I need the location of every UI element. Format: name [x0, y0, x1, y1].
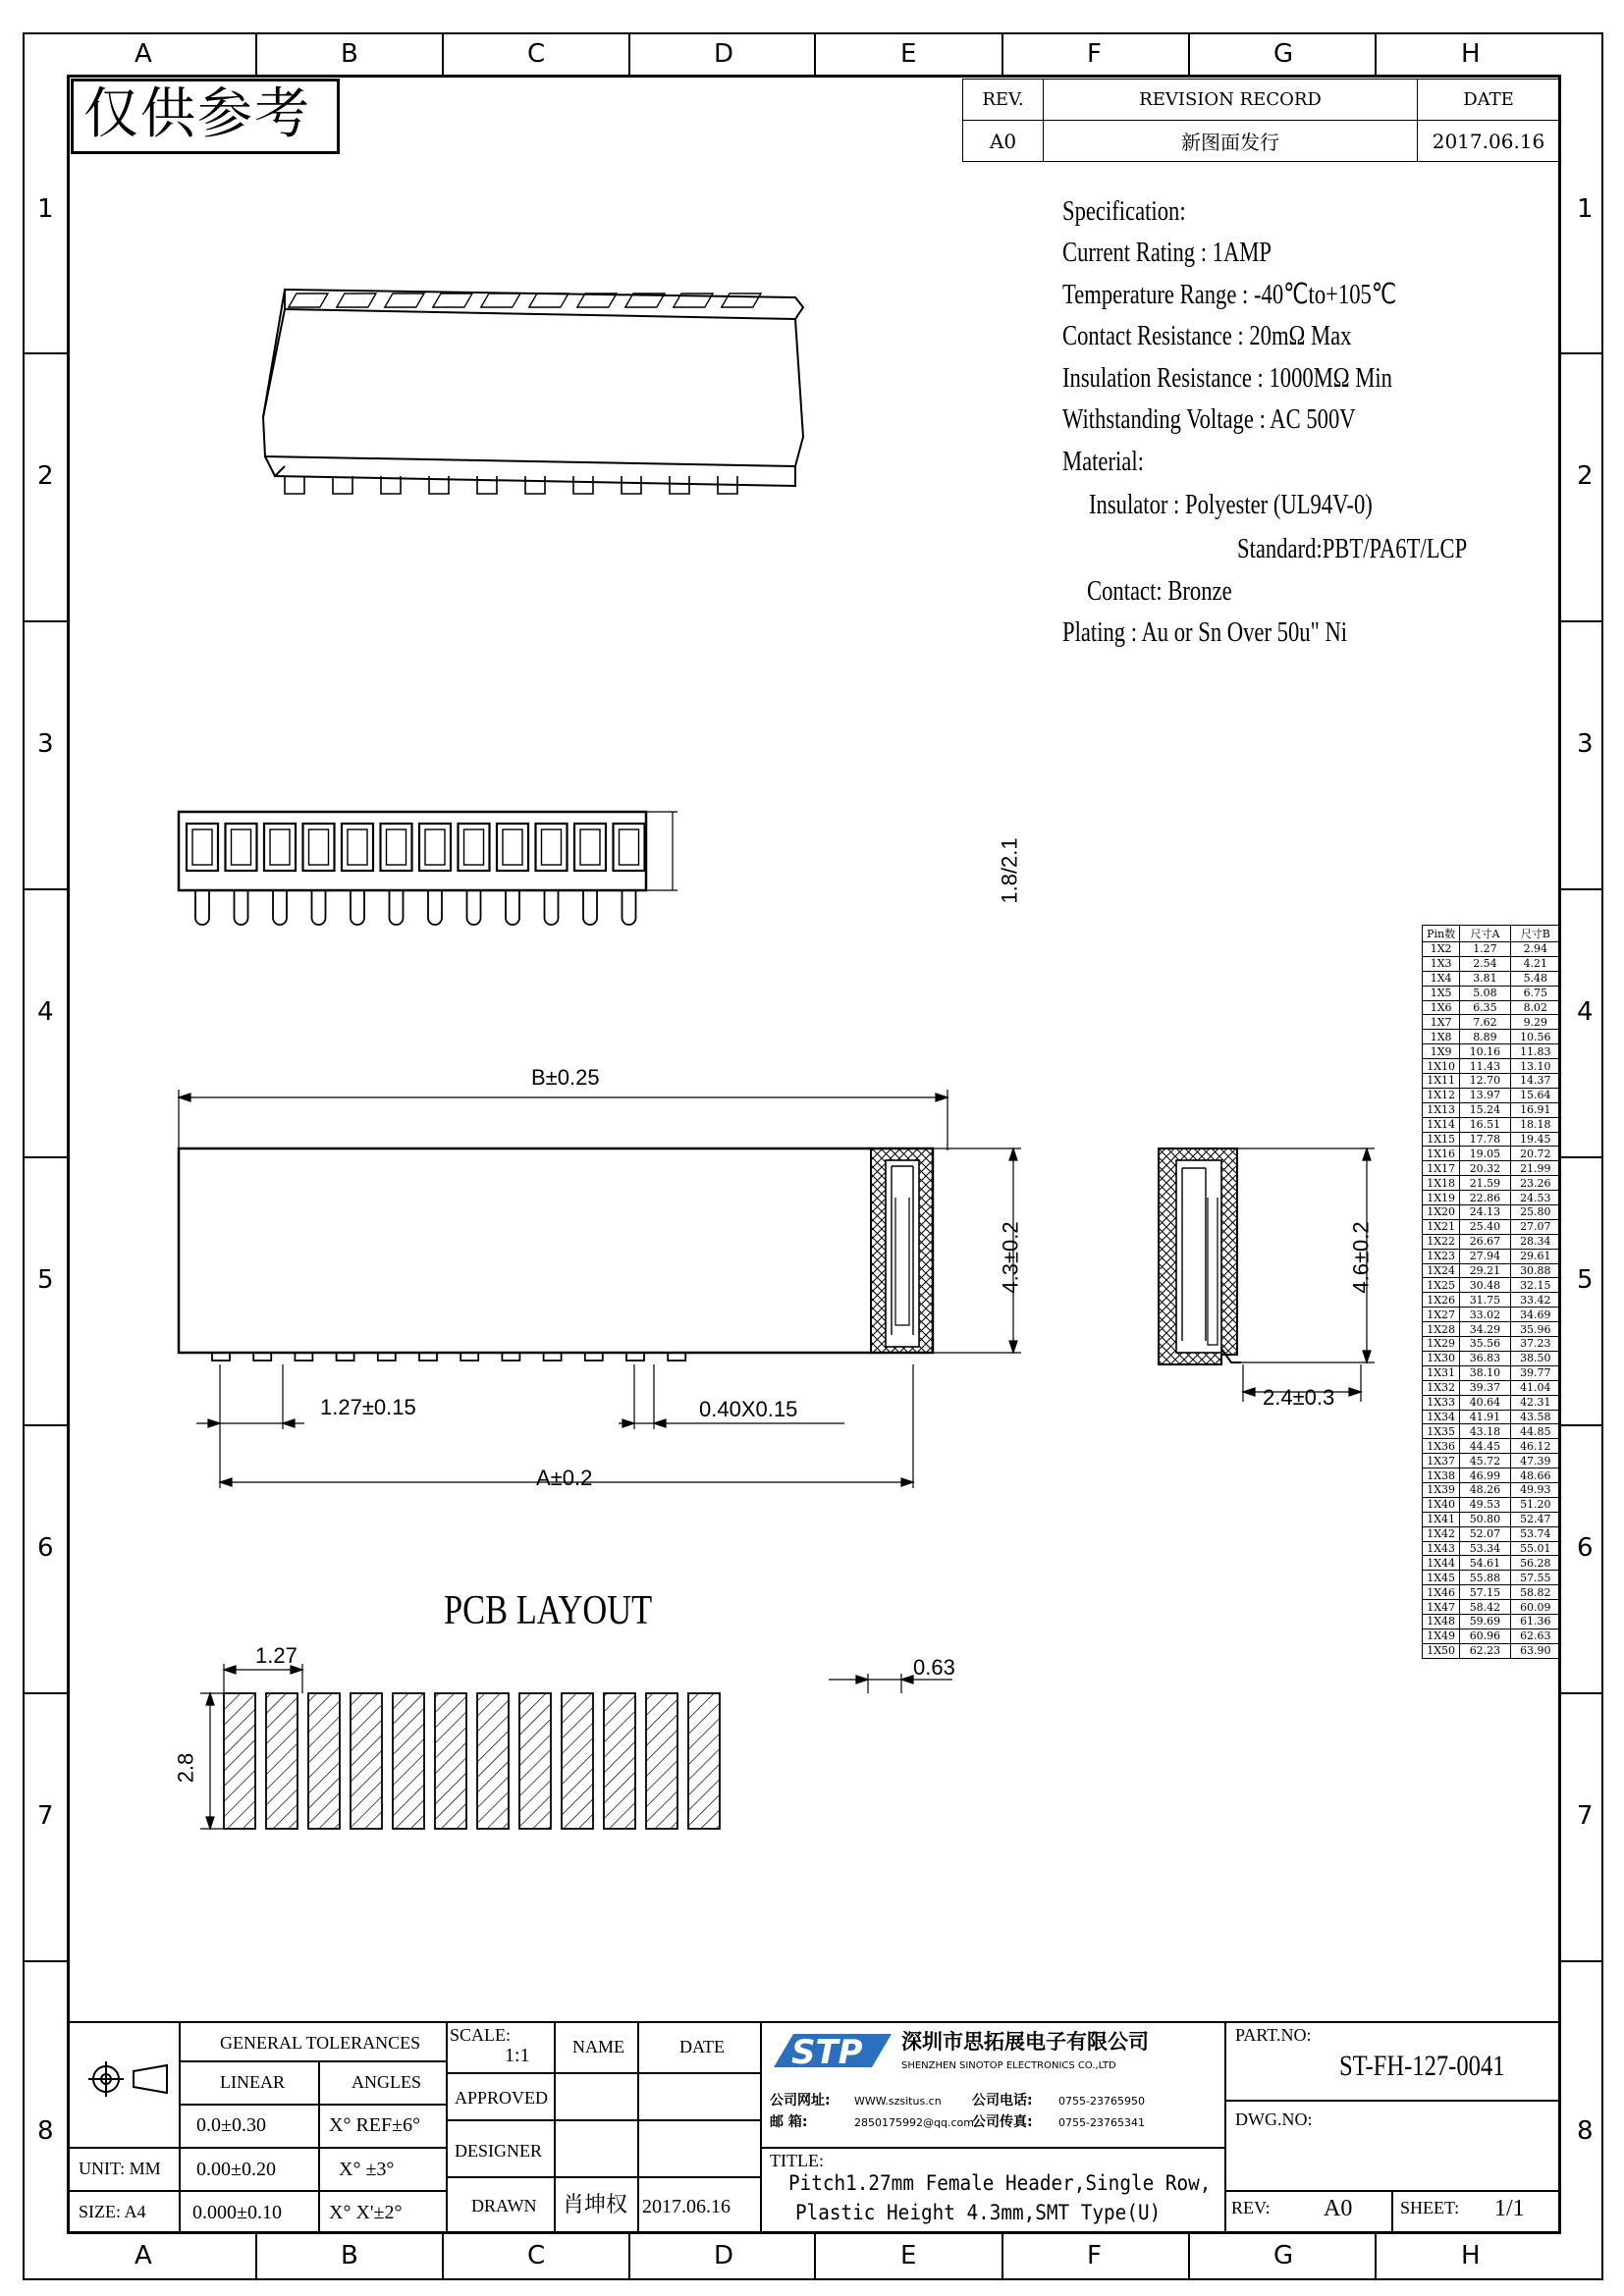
zone-row-label: 4	[1577, 997, 1594, 1027]
pin-table-cell: 11.83	[1510, 1044, 1560, 1059]
pin-table-cell: 48.26	[1460, 1482, 1510, 1497]
pin-table-cell: 14.37	[1510, 1074, 1560, 1089]
pin-table-cell: 1X43	[1423, 1541, 1460, 1556]
company-name-en: SHENZHEN SINOTOP ELECTRONICS CO.,LTD	[901, 2060, 1116, 2071]
rev-value: A0	[1324, 2196, 1353, 2221]
date-header: DATE	[679, 2037, 725, 2056]
pin-table-cell: 38.50	[1510, 1351, 1560, 1365]
pin-table-cell: 40.64	[1460, 1395, 1510, 1410]
tol-linear-1: 0.0±0.30	[196, 2114, 266, 2136]
pin-table-cell: 35.56	[1460, 1337, 1510, 1352]
pin-table-cell: 1X18	[1423, 1176, 1460, 1191]
zone-row-label: 6	[1577, 1533, 1594, 1563]
pin-table-cell: 1X44	[1423, 1556, 1460, 1571]
pin-table-cell: 1X32	[1423, 1380, 1460, 1395]
pin-table-cell: 48.66	[1510, 1468, 1560, 1483]
spec-insulator: Insulator : Polyester (UL94V-0)	[1089, 489, 1373, 520]
pin-table-cell: 1X14	[1423, 1117, 1460, 1132]
pin-table-cell: 24.13	[1460, 1205, 1510, 1220]
pin-table-cell: 62.23	[1460, 1643, 1510, 1658]
pin-table-cell: 15.64	[1510, 1088, 1560, 1102]
title-line-2: Plastic Height 4.3mm,SMT Type(U)	[795, 2201, 1162, 2224]
pin-table-cell: 56.28	[1510, 1556, 1560, 1571]
pin-table-cell: 31.75	[1460, 1293, 1510, 1308]
spec-plating: Plating : Au or Sn Over 50u" Ni	[1062, 616, 1348, 648]
pin-table-cell: 1X26	[1423, 1293, 1460, 1308]
pin-table-cell: 1X33	[1423, 1395, 1460, 1410]
pin-table-cell: 25.40	[1460, 1219, 1510, 1234]
pin-table-cell: 34.29	[1460, 1322, 1510, 1337]
pin-table-cell: 24.53	[1510, 1191, 1560, 1205]
zone-col-label: C	[527, 39, 546, 69]
pin-table-cell: 11.43	[1460, 1059, 1510, 1074]
drawn-date: 2017.06.16	[642, 2196, 731, 2217]
pin-table-cell: 60.96	[1460, 1629, 1510, 1643]
revision-record-value: 新图面发行	[1044, 121, 1418, 162]
pin-table-cell: 55.01	[1510, 1541, 1560, 1556]
pin-table-cell: 32.15	[1510, 1278, 1560, 1293]
pin-table-cell: 26.67	[1460, 1234, 1510, 1249]
zone-row-label: 7	[37, 1801, 54, 1831]
pin-table-cell: 13.10	[1510, 1059, 1560, 1074]
pcb-pad-length-dim: 2.8	[173, 1752, 198, 1784]
tol-angle-3: X° X'±2°	[329, 2202, 403, 2223]
pin-table-cell: 38.10	[1460, 1365, 1510, 1380]
zone-col-label: H	[1461, 39, 1481, 69]
pin-table-cell: 42.31	[1510, 1395, 1560, 1410]
pin-table-cell: 20.32	[1460, 1161, 1510, 1176]
pin-table-cell: 53.74	[1510, 1526, 1560, 1541]
sheet-value: 1/1	[1494, 2196, 1525, 2221]
pin-table-cell: 47.39	[1510, 1454, 1560, 1468]
spec-contact-resistance: Contact Resistance : 20mΩ Max	[1062, 320, 1352, 351]
pin-table-cell: 1X31	[1423, 1365, 1460, 1380]
length-a-dim: A±0.2	[536, 1466, 593, 1490]
pin-table-cell: 1X21	[1423, 1219, 1460, 1234]
pin-table-cell: 1X7	[1423, 1015, 1460, 1030]
pin-table-header: 尺寸B	[1510, 926, 1560, 942]
pin-table-cell: 25.80	[1510, 1205, 1560, 1220]
designer-label: DESIGNER	[455, 2141, 542, 2161]
zone-col-label: B	[341, 39, 358, 69]
pin-table-cell: 1X8	[1423, 1030, 1460, 1044]
name-header: NAME	[572, 2037, 624, 2056]
pin-table-cell: 1X35	[1423, 1424, 1460, 1439]
pin-table-cell: 1X48	[1423, 1614, 1460, 1629]
linear-label: LINEAR	[220, 2072, 285, 2092]
pin-table-cell: 23.26	[1510, 1176, 1560, 1191]
zone-row-label: 5	[1577, 1265, 1594, 1295]
phone-label: 公司电话:	[972, 2093, 1033, 2109]
website-value: WWW.szsitus.cn	[854, 2095, 942, 2108]
spec-contact: Contact: Bronze	[1087, 575, 1232, 607]
part-no-value: ST-FH-127-0041	[1339, 2050, 1505, 2082]
side-width-dim: 2.4±0.3	[1263, 1385, 1335, 1410]
pin-table-cell: 1X11	[1423, 1074, 1460, 1089]
pin-table-cell: 1X29	[1423, 1337, 1460, 1352]
company-name-cn: 深圳市思拓展电子有限公司	[901, 2030, 1149, 2054]
pin-table-cell: 5.48	[1510, 971, 1560, 986]
zone-col-label: E	[900, 2241, 917, 2270]
zone-row-label: 4	[37, 997, 54, 1027]
scale-label: SCALE:	[450, 2025, 512, 2045]
tol-angle-2: X° ±3°	[339, 2159, 395, 2180]
pin-table-cell: 8.02	[1510, 1000, 1560, 1015]
reference-stamp: 仅供参考	[83, 82, 311, 146]
pin-table-cell: 1X41	[1423, 1512, 1460, 1526]
pcb-pitch-dim: 1.27	[255, 1643, 298, 1668]
pin-table-cell: 22.86	[1460, 1191, 1510, 1205]
zone-col-label: A	[135, 39, 152, 69]
pin-table-cell: 1X49	[1423, 1629, 1460, 1643]
size-label: SIZE: A4	[79, 2202, 146, 2221]
pin-table-cell: 62.63	[1510, 1629, 1560, 1643]
pin-table-cell: 12.70	[1460, 1074, 1510, 1089]
pin-table-cell: 10.56	[1510, 1030, 1560, 1044]
angles-label: ANGLES	[352, 2072, 421, 2092]
pin-table-cell: 58.42	[1460, 1600, 1510, 1615]
pin-table-cell: 51.20	[1510, 1497, 1560, 1512]
pin-table-cell: 7.62	[1460, 1015, 1510, 1030]
pin-table-cell: 1X38	[1423, 1468, 1460, 1483]
fax-label: 公司传真:	[972, 2114, 1033, 2130]
pin-table-cell: 1X10	[1423, 1059, 1460, 1074]
pin-table-cell: 55.88	[1460, 1571, 1510, 1585]
pin-table-cell: 1X36	[1423, 1439, 1460, 1454]
pin-table-cell: 1X3	[1423, 956, 1460, 971]
pin-table-cell: 46.99	[1460, 1468, 1510, 1483]
pin-table-cell: 35.96	[1510, 1322, 1560, 1337]
pin-table-cell: 1X45	[1423, 1571, 1460, 1585]
pin-table-cell: 1X16	[1423, 1147, 1460, 1161]
pin-table-cell: 5.08	[1460, 986, 1510, 1000]
rev-label: REV:	[1231, 2198, 1271, 2217]
pin-table-cell: 3.81	[1460, 971, 1510, 986]
pin-table-cell: 30.88	[1510, 1263, 1560, 1278]
pin-table-cell: 19.05	[1460, 1147, 1510, 1161]
pin-table-cell: 1X42	[1423, 1526, 1460, 1541]
spec-material: Material:	[1062, 446, 1144, 477]
zone-col-label: E	[900, 39, 917, 69]
zone-row-label: 1	[37, 194, 54, 224]
front-height-dim: 1.8/2.1	[997, 837, 1022, 904]
pin-size-dim: 0.40X0.15	[699, 1397, 798, 1421]
pin-table-cell: 2.54	[1460, 956, 1510, 971]
pin-table-cell: 9.29	[1510, 1015, 1560, 1030]
pitch-dim: 1.27±0.15	[320, 1395, 416, 1419]
pin-table-cell: 1X30	[1423, 1351, 1460, 1365]
pin-table-header: Pin数	[1423, 926, 1460, 942]
pin-table-cell: 1X5	[1423, 986, 1460, 1000]
pin-table-cell: 15.24	[1460, 1102, 1510, 1117]
pin-table-cell: 2.94	[1510, 942, 1560, 957]
pin-table-cell: 1X24	[1423, 1263, 1460, 1278]
zone-row-label: 3	[37, 729, 54, 759]
scale-value: 1:1	[505, 2045, 530, 2066]
tol-angle-1: X° REF±6°	[329, 2114, 421, 2136]
pin-table-cell: 16.51	[1460, 1117, 1510, 1132]
approved-label: APPROVED	[455, 2088, 549, 2108]
zone-row-label: 8	[1577, 2116, 1594, 2146]
zone-row-label: 7	[1577, 1801, 1594, 1831]
unit-label: UNIT: MM	[79, 2159, 161, 2178]
pin-table-cell: 49.93	[1510, 1482, 1560, 1497]
tol-linear-2: 0.00±0.20	[196, 2159, 276, 2180]
pin-table-cell: 1X40	[1423, 1497, 1460, 1512]
spec-current: Current Rating : 1AMP	[1062, 237, 1272, 268]
pin-table-cell: 36.83	[1460, 1351, 1510, 1365]
email-value: 2850175992@qq.com	[854, 2116, 974, 2129]
pin-table-cell: 1X20	[1423, 1205, 1460, 1220]
pin-table-cell: 1X37	[1423, 1454, 1460, 1468]
pin-table-cell: 44.45	[1460, 1439, 1510, 1454]
pin-table-cell: 21.59	[1460, 1176, 1510, 1191]
pin-table-cell: 1X28	[1423, 1322, 1460, 1337]
zone-row-label: 2	[1577, 461, 1594, 491]
pin-table-cell: 57.55	[1510, 1571, 1560, 1585]
rev-header: REV.	[963, 80, 1044, 121]
pin-table-cell: 33.42	[1510, 1293, 1560, 1308]
zone-col-label: B	[341, 2241, 358, 2270]
pin-table-cell: 1X17	[1423, 1161, 1460, 1176]
pin-table-cell: 16.91	[1510, 1102, 1560, 1117]
pin-table-cell: 1X27	[1423, 1308, 1460, 1322]
pin-table-cell: 1.27	[1460, 942, 1510, 957]
zone-row-label: 6	[37, 1533, 54, 1563]
zone-col-label: G	[1273, 39, 1294, 69]
pin-table-cell: 27.94	[1460, 1249, 1510, 1263]
pin-table-cell: 1X9	[1423, 1044, 1460, 1059]
side-height-dim: 4.6±0.2	[1348, 1221, 1374, 1294]
website-label: 公司网址:	[770, 2093, 831, 2109]
drawn-label: DRAWN	[471, 2196, 537, 2216]
pin-table-cell: 1X46	[1423, 1585, 1460, 1600]
pin-table-cell: 52.07	[1460, 1526, 1510, 1541]
pin-table-cell: 30.48	[1460, 1278, 1510, 1293]
pin-table-cell: 1X34	[1423, 1410, 1460, 1424]
rev-value: A0	[963, 121, 1044, 162]
dwg-no-label: DWG.NO:	[1235, 2109, 1313, 2129]
general-tolerances-label: GENERAL TOLERANCES	[220, 2033, 421, 2053]
spec-standard: Standard:PBT/PA6T/LCP	[1237, 533, 1468, 564]
pin-table-cell: 49.53	[1460, 1497, 1510, 1512]
pin-table-cell: 1X47	[1423, 1600, 1460, 1615]
revision-record-header: REVISION RECORD	[1044, 80, 1418, 121]
zone-row-label: 1	[1577, 194, 1594, 224]
body-height-dim: 4.3±0.2	[998, 1221, 1023, 1294]
spec-title: Specification:	[1062, 195, 1186, 227]
pin-table-cell: 1X22	[1423, 1234, 1460, 1249]
pcb-pad-width-dim: 0.63	[913, 1655, 955, 1680]
pin-table-cell: 1X4	[1423, 971, 1460, 986]
length-b-dim: B±0.25	[531, 1065, 600, 1090]
zone-col-label: F	[1087, 39, 1102, 69]
pin-table-cell: 1X12	[1423, 1088, 1460, 1102]
zone-col-label: A	[135, 2241, 152, 2270]
spec-insulation: Insulation Resistance : 1000MΩ Min	[1062, 362, 1392, 394]
zone-row-label: 2	[37, 461, 54, 491]
pin-table-header: 尺寸A	[1460, 926, 1510, 942]
pin-table-cell: 44.85	[1510, 1424, 1560, 1439]
pin-table-cell: 50.80	[1460, 1512, 1510, 1526]
pin-table-cell: 33.02	[1460, 1308, 1510, 1322]
pin-table-cell: 45.72	[1460, 1454, 1510, 1468]
pin-table-cell: 43.58	[1510, 1410, 1560, 1424]
pin-table-cell: 63.90	[1510, 1643, 1560, 1658]
pin-table-cell: 1X13	[1423, 1102, 1460, 1117]
pin-table-cell: 20.72	[1510, 1147, 1560, 1161]
pin-table-cell: 28.34	[1510, 1234, 1560, 1249]
pin-table-cell: 4.21	[1510, 956, 1560, 971]
pin-table-cell: 6.35	[1460, 1000, 1510, 1015]
pin-table-cell: 1X23	[1423, 1249, 1460, 1263]
pin-table-cell: 58.82	[1510, 1585, 1560, 1600]
pin-table-cell: 18.18	[1510, 1117, 1560, 1132]
pin-table-cell: 8.89	[1460, 1030, 1510, 1044]
pin-table-cell: 1X15	[1423, 1132, 1460, 1147]
pin-table-cell: 39.37	[1460, 1380, 1510, 1395]
pin-table-cell: 1X19	[1423, 1191, 1460, 1205]
spec-voltage: Withstanding Voltage : AC 500V	[1062, 403, 1356, 435]
pin-table-cell: 52.47	[1510, 1512, 1560, 1526]
pin-table-cell: 59.69	[1460, 1614, 1510, 1629]
pin-table-cell: 46.12	[1510, 1439, 1560, 1454]
zone-col-label: G	[1273, 2241, 1294, 2270]
sheet-label: SHEET:	[1400, 2198, 1460, 2217]
zone-col-label: H	[1461, 2241, 1481, 2270]
pin-table-cell: 41.91	[1460, 1410, 1510, 1424]
pin-table-cell: 53.34	[1460, 1541, 1510, 1556]
zone-col-label: D	[714, 39, 734, 69]
pin-table-cell: 43.18	[1460, 1424, 1510, 1439]
pin-table-cell: 1X25	[1423, 1278, 1460, 1293]
zone-col-label: C	[527, 2241, 546, 2270]
company-logo	[770, 2028, 895, 2077]
pin-table-cell: 19.45	[1510, 1132, 1560, 1147]
spec-temperature: Temperature Range : -40℃to+105℃	[1062, 279, 1397, 310]
fax-value: 0755-23765341	[1058, 2116, 1145, 2129]
pin-table-cell: 21.99	[1510, 1161, 1560, 1176]
svg-text:STP: STP	[791, 2033, 863, 2072]
zone-col-label: D	[714, 2241, 734, 2270]
tol-linear-3: 0.000±0.10	[192, 2202, 282, 2223]
zone-row-label: 3	[1577, 729, 1594, 759]
phone-value: 0755-23765950	[1058, 2095, 1145, 2108]
zone-row-label: 8	[37, 2116, 54, 2146]
zone-col-label: F	[1087, 2241, 1102, 2270]
pin-table-cell: 41.04	[1510, 1380, 1560, 1395]
pin-table-cell: 29.61	[1510, 1249, 1560, 1263]
date-header: DATE	[1418, 80, 1560, 121]
pin-table-cell: 13.97	[1460, 1088, 1510, 1102]
pin-table-cell: 10.16	[1460, 1044, 1510, 1059]
pin-table-cell: 1X6	[1423, 1000, 1460, 1015]
projection-symbol	[88, 2061, 167, 2097]
zone-row-label: 5	[37, 1265, 54, 1295]
pin-table-cell: 1X39	[1423, 1482, 1460, 1497]
pin-table-cell: 29.21	[1460, 1263, 1510, 1278]
pin-table-cell: 1X50	[1423, 1643, 1460, 1658]
pin-table-cell: 60.09	[1510, 1600, 1560, 1615]
pin-table-cell: 34.69	[1510, 1308, 1560, 1322]
pin-table-cell: 37.23	[1510, 1337, 1560, 1352]
pin-table-cell: 57.15	[1460, 1585, 1510, 1600]
email-label: 邮 箱:	[770, 2114, 808, 2130]
pin-table-cell: 1X2	[1423, 942, 1460, 957]
date-value: 2017.06.16	[1418, 121, 1560, 162]
pcb-layout-title: PCB LAYOUT	[444, 1588, 653, 1633]
title-label: TITLE:	[770, 2151, 824, 2170]
drawn-name: 肖坤权	[563, 2193, 628, 2217]
pin-table-cell: 6.75	[1510, 986, 1560, 1000]
pin-table-cell: 39.77	[1510, 1365, 1560, 1380]
part-no-label: PART.NO:	[1235, 2025, 1312, 2045]
pin-table-cell: 17.78	[1460, 1132, 1510, 1147]
pin-table-cell: 27.07	[1510, 1219, 1560, 1234]
pin-table-cell: 54.61	[1460, 1556, 1510, 1571]
title-line-1: Pitch1.27mm Female Header,Single Row,	[788, 2171, 1212, 2195]
pin-table-cell: 61.36	[1510, 1614, 1560, 1629]
